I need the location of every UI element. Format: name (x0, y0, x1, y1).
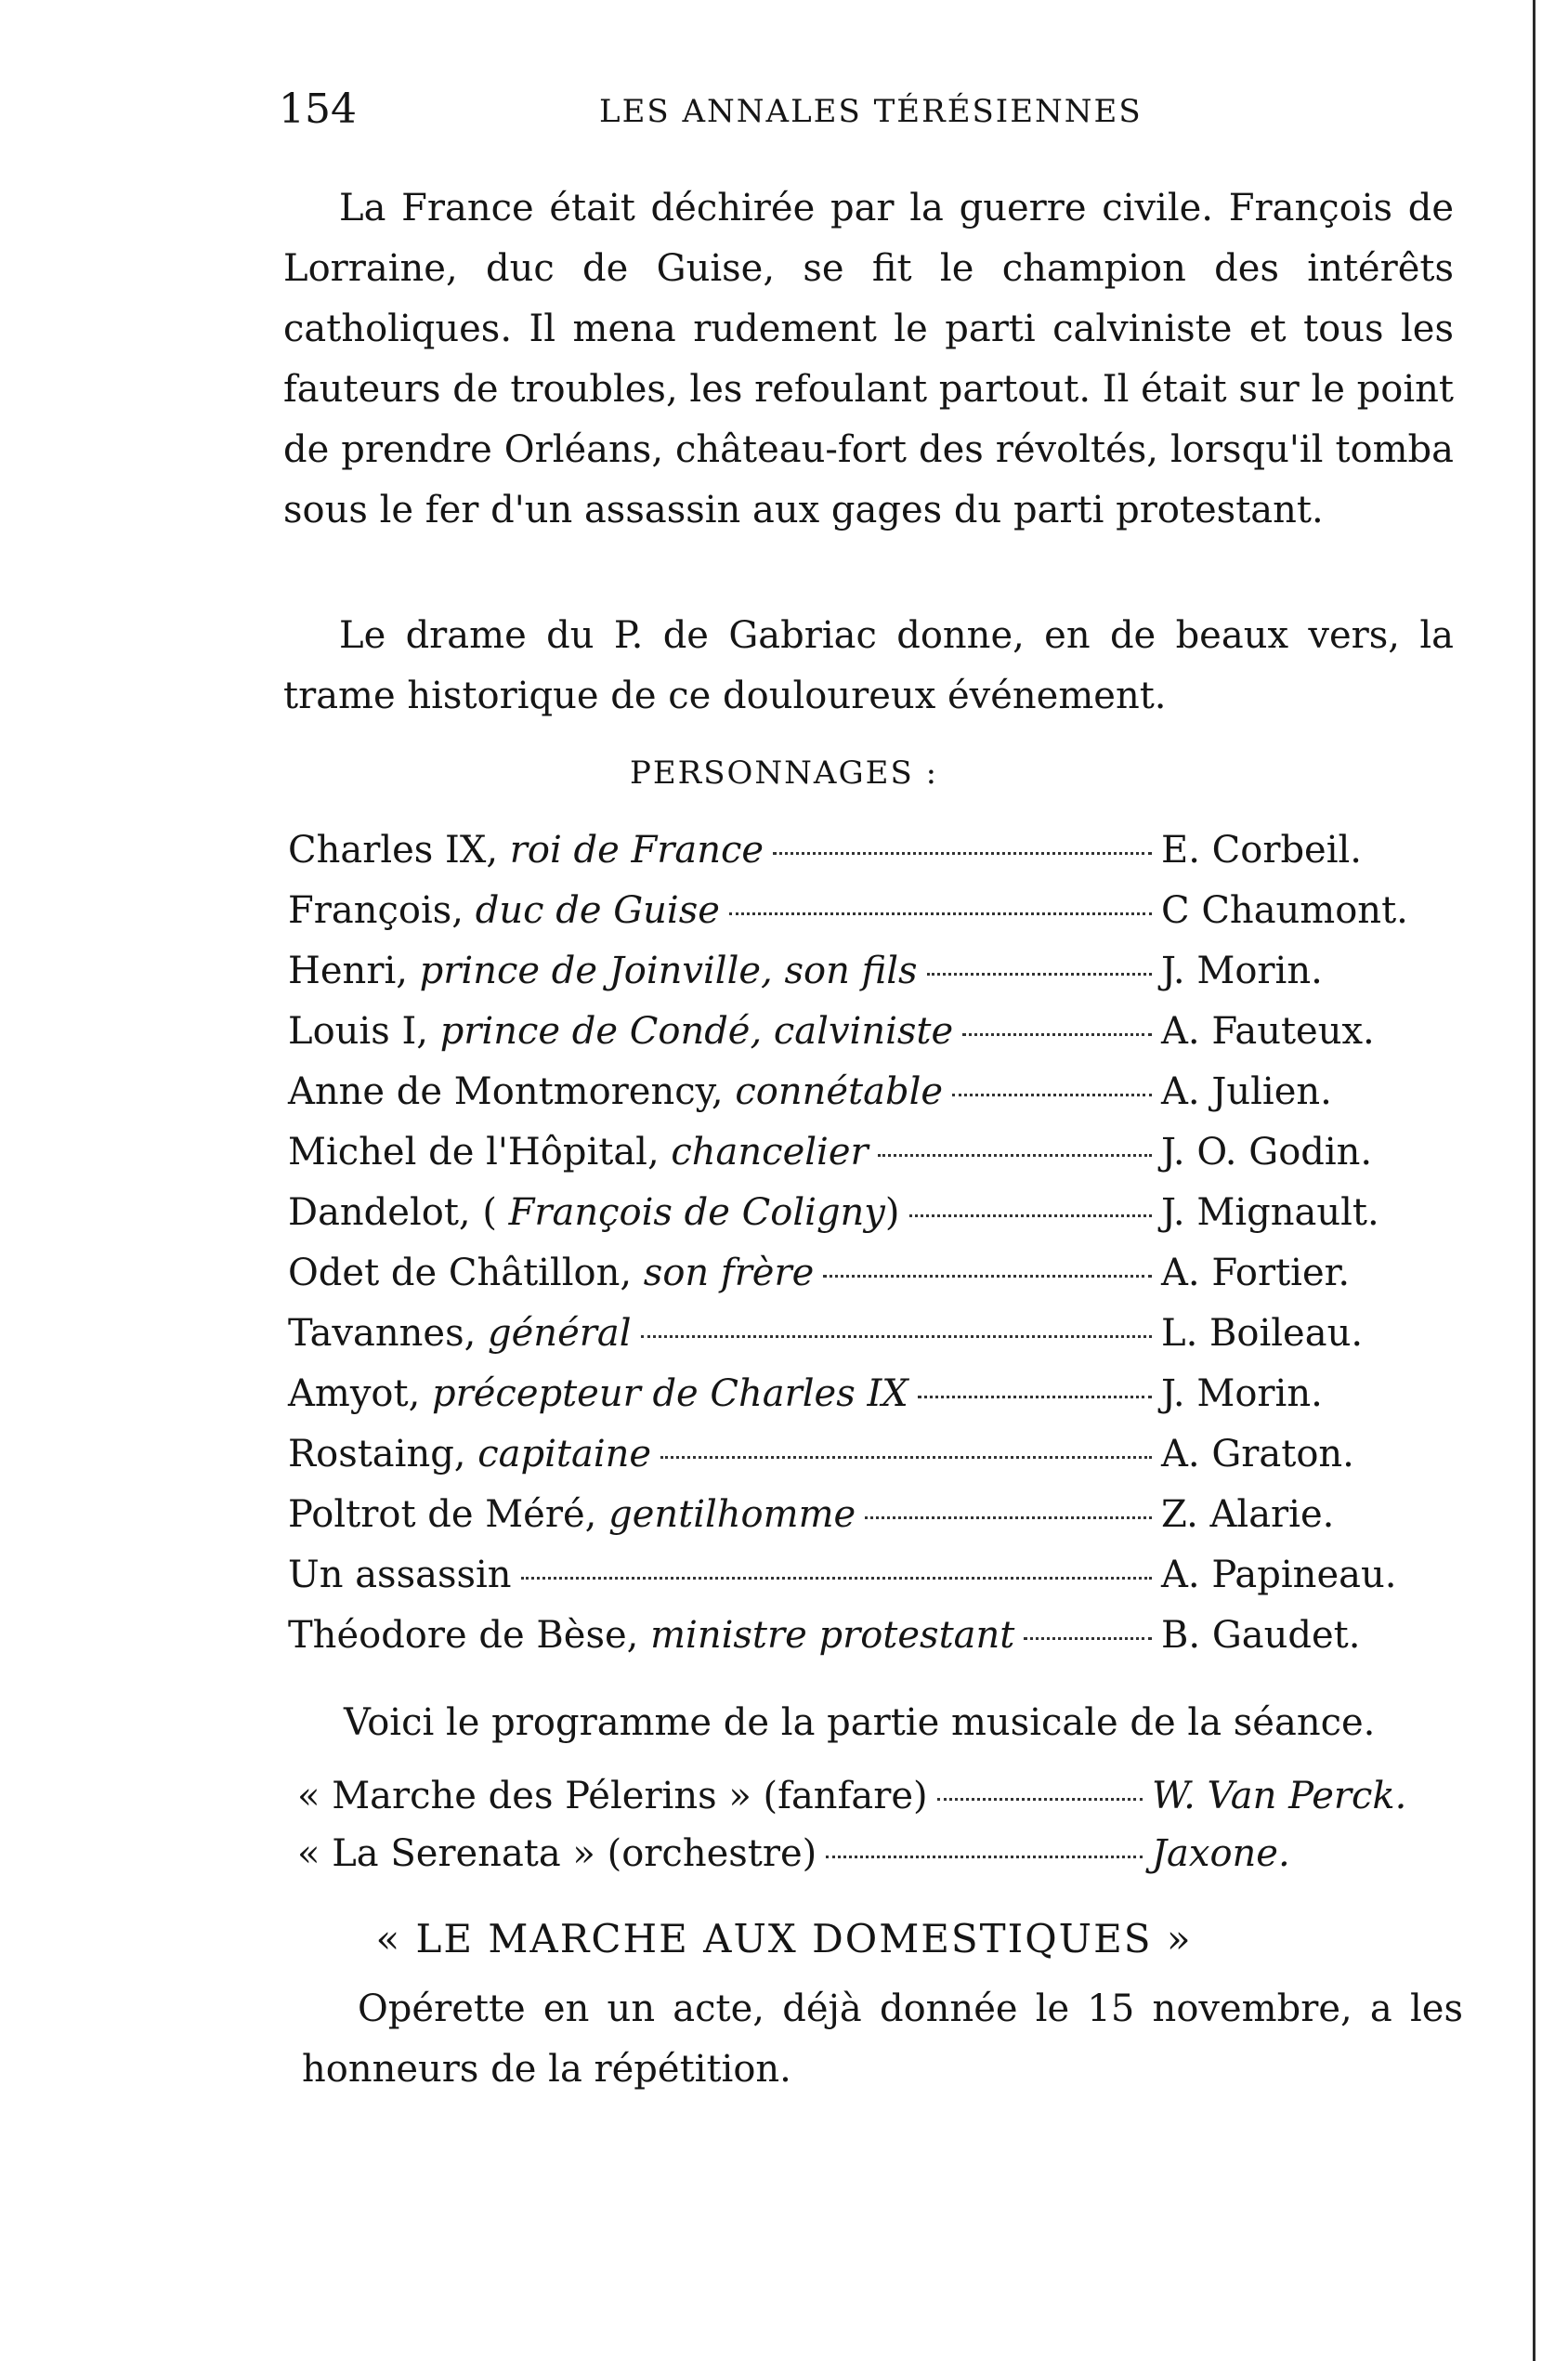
cast-character-description: chancelier (671, 1131, 869, 1174)
cast-actor-name: B. Gaudet. (1161, 1614, 1361, 1657)
cast-row (288, 1493, 1468, 1554)
cast-row (288, 829, 1468, 889)
cast-actor-name: A. Papineau. (1161, 1554, 1397, 1596)
cast-role (288, 950, 918, 992)
dot-leader (660, 1456, 1152, 1459)
cast-character-name: Charles IX, (288, 829, 499, 872)
cast-character-description: gentilhomme (608, 1493, 856, 1536)
cast-row (288, 1191, 1468, 1252)
cast-role (288, 1372, 908, 1415)
cast-actor-name: C Chaumont. (1161, 889, 1408, 932)
dot-leader (952, 1094, 1152, 1096)
cast-character-name: Henri, (288, 950, 408, 992)
page-number: 154 (279, 85, 357, 133)
cast-actor-name: E. Corbeil. (1161, 829, 1363, 872)
cast-actor-name: A. Julien. (1161, 1070, 1332, 1113)
cast-character-name: Michel de l'Hôpital, (288, 1131, 660, 1174)
running-title: LES ANNALES TÉRÉSIENNES (599, 93, 1143, 130)
cast-row (288, 1252, 1468, 1312)
cast-character-description: duc de Guise (475, 889, 720, 932)
cast-character-name: Théodore de Bèse, (288, 1614, 639, 1657)
cast-row (288, 1131, 1468, 1191)
dot-leader (865, 1516, 1152, 1519)
cast-character-description: général (488, 1312, 632, 1355)
dot-leader (826, 1856, 1143, 1858)
operetta-paragraph: Opérette en un acte, déjà donnée le 15 novembre, a les honneurs de la répétition. (302, 1987, 1463, 2091)
dot-leader (641, 1335, 1152, 1338)
program-intro: Voici le programme de la partie musicale de la séance. (344, 1701, 1376, 1744)
cast-row (288, 1312, 1468, 1372)
cast-character-description: ministre protestant (650, 1614, 1015, 1657)
dot-leader (878, 1154, 1152, 1157)
personnages-heading: PERSONNAGES : (629, 754, 939, 792)
cast-role (288, 1312, 632, 1355)
cast-actor-name: J. Morin. (1161, 1372, 1323, 1415)
intro-paragraph-1: La France était déchirée par la guerre civile. François de Lorraine, duc de Guise, se fit le champion des intérêts catholiques. Il mena rudement le parti calviniste et tous les fauteurs de troubles, les refoulant partout. Il était sur le point de prendre Orléans, château-fort des révoltés, lorsqu'il tomba sous le fer d'un assassin aux gages du parti protestant. (283, 187, 1454, 531)
cast-row (288, 889, 1468, 950)
cast-actor-name: J. Morin. (1161, 950, 1323, 992)
cast-role (288, 1252, 814, 1294)
cast-character-description: capitaine (477, 1433, 652, 1476)
cast-character-name: Tavannes, (288, 1312, 477, 1355)
cast-character-description: prince de Joinville, son fils (419, 950, 918, 992)
dot-leader (927, 973, 1152, 976)
music-title: « La Serenata » (orchestre) (297, 1832, 817, 1875)
music-item (297, 1775, 1468, 1832)
cast-role (288, 1131, 869, 1174)
cast-role (288, 1493, 856, 1536)
cast-actor-name: A. Fortier. (1161, 1252, 1351, 1294)
cast-role (288, 829, 764, 872)
cast-character-description: roi de France (509, 829, 764, 872)
cast-list (288, 829, 1468, 1674)
cast-description-suffix: ) (884, 1191, 900, 1234)
dot-leader (937, 1798, 1143, 1801)
cast-row (288, 1372, 1468, 1433)
dot-leader (909, 1214, 1152, 1217)
cast-row (288, 1070, 1468, 1131)
cast-actor-name: A. Graton. (1161, 1433, 1354, 1476)
cast-actor-name: Z. Alarie. (1161, 1493, 1335, 1536)
dot-leader (1024, 1637, 1152, 1640)
cast-character-name: Amyot, (288, 1372, 421, 1415)
page-header (279, 85, 1431, 141)
cast-character-name: François, (288, 889, 464, 932)
cast-role (288, 1070, 943, 1113)
cast-row (288, 1433, 1468, 1493)
cast-actor-name: J. Mignault. (1161, 1191, 1379, 1234)
cast-character-description: prince de Condé, calviniste (439, 1010, 954, 1053)
music-program-list (297, 1775, 1468, 1890)
cast-role (288, 889, 720, 932)
music-item (297, 1832, 1468, 1890)
cast-row (288, 1010, 1468, 1070)
cast-row (288, 950, 1468, 1010)
cast-character-description: son frère (643, 1252, 815, 1294)
cast-role (288, 1191, 900, 1234)
cast-actor-name: J. O. Godin. (1161, 1131, 1373, 1174)
dot-leader (962, 1033, 1152, 1036)
cast-role (288, 1433, 651, 1476)
dot-leader (729, 912, 1152, 915)
cast-character-name: Un assassin (288, 1554, 512, 1596)
cast-row (288, 1554, 1468, 1614)
cast-actor-name: L. Boileau. (1161, 1312, 1364, 1355)
cast-character-description: précepteur de Charles IX (432, 1372, 908, 1415)
dot-leader (823, 1275, 1152, 1278)
music-composer: W. Van Perck. (1152, 1775, 1407, 1817)
cast-role (288, 1554, 512, 1596)
dot-leader (918, 1396, 1152, 1398)
cast-character-name: Louis I, (288, 1010, 428, 1053)
cast-role (288, 1614, 1014, 1657)
dot-leader (521, 1577, 1152, 1580)
music-composer: Jaxone. (1152, 1832, 1290, 1875)
cast-character-name: Poltrot de Méré, (288, 1493, 597, 1536)
music-title: « Marche des Pélerins » (fanfare) (297, 1775, 928, 1817)
dot-leader (773, 852, 1152, 855)
cast-role (288, 1010, 953, 1053)
cast-row (288, 1614, 1468, 1674)
cast-character-name: Rostaing, (288, 1433, 466, 1476)
cast-character-name: Odet de Châtillon, (288, 1252, 633, 1294)
cast-actor-name: A. Fauteux. (1161, 1010, 1375, 1053)
intro-paragraph-2: Le drame du P. de Gabriac donne, en de beaux vers, la trame historique de ce douloureux événement. (283, 614, 1454, 717)
operetta-heading: « LE MARCHE AUX DOMESTIQUES » (375, 1916, 1193, 1961)
page-edge-line (1533, 0, 1535, 2361)
cast-character-name: Dandelot, ( (288, 1191, 497, 1234)
cast-character-name: Anne de Montmorency, (288, 1070, 724, 1113)
cast-character-description: François de Coligny (508, 1191, 885, 1234)
cast-character-description: connétable (735, 1070, 944, 1113)
